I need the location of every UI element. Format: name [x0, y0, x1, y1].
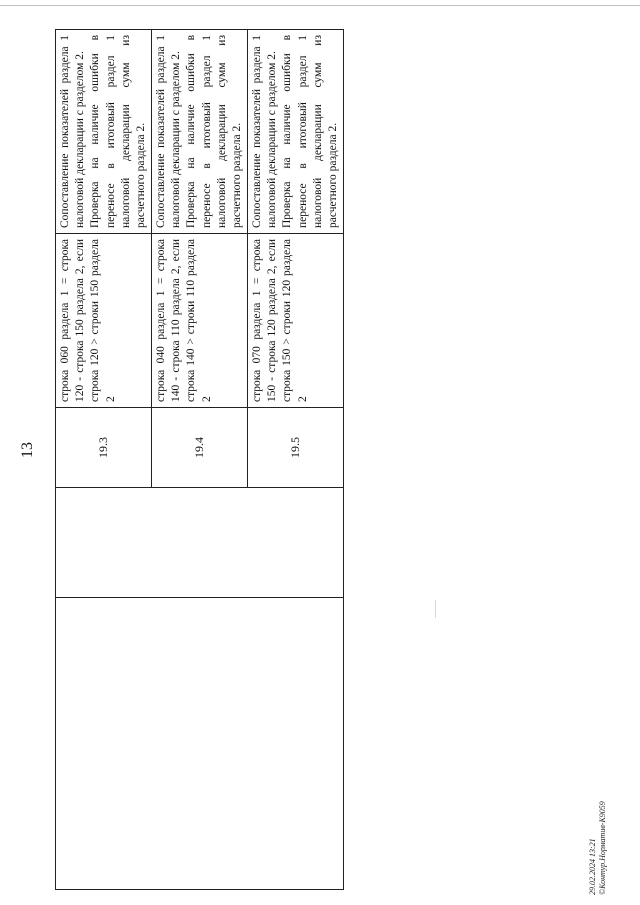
- empty-cell: [248, 488, 344, 598]
- table-row: [152, 30, 248, 890]
- control-line: Сопоставление показателей раздела 1 налоговой декларации с разделом 2.: [59, 35, 87, 228]
- empty-cell: [56, 488, 152, 598]
- table-row: [56, 30, 152, 890]
- control-line: Проверка на наличие ошибки в переносе в итоговый раздел 1 налоговой декларации сумм из расчетного раздела 2.: [281, 35, 339, 228]
- control-line: Сопоставление показателей раздела 1 налоговой декларации с разделом 2.: [155, 35, 183, 228]
- document-stamp: [588, 785, 628, 895]
- row-code: 19.5: [248, 408, 344, 488]
- row-control-description: [56, 30, 152, 234]
- row-control-description: [248, 30, 344, 234]
- control-ratios-table: [55, 29, 344, 890]
- scan-mark: [435, 600, 436, 618]
- stamp-timestamp: 29.02.2024 13:21: [588, 838, 597, 895]
- row-control-description: [152, 30, 248, 234]
- rotated-page-content: [19, 30, 339, 890]
- control-line: Проверка на наличие ошибки в переносе в итоговый раздел 1 налоговой декларации сумм из расчетного раздела 2.: [89, 35, 147, 228]
- row-condition: строка 040 раздела 1 = строка 140 - строка 110 раздела 2, если строка 140 > строки 110 раздела 2: [152, 234, 248, 408]
- empty-cell: [248, 598, 344, 890]
- row-code: 19.4: [152, 408, 248, 488]
- control-line: Сопоставление показателей раздела 1 налоговой декларации с разделом 2.: [251, 35, 279, 228]
- top-edge-rule: [0, 5, 640, 6]
- stamp-source: ©Контур.Норматив-К9059: [598, 801, 607, 895]
- row-condition: строка 060 раздела 1 = строка 120 - строка 150 раздела 2, если строка 120 > строки 150 раздела 2: [56, 234, 152, 408]
- page-number: 13: [19, 442, 36, 458]
- table-row: [248, 30, 344, 890]
- control-line: Проверка на наличие ошибки в переносе в итоговый раздел 1 налоговой декларации сумм из расчетного раздела 2.: [185, 35, 243, 228]
- row-condition: строка 070 раздела 1 = строка 150 - строка 120 раздела 2, если строка 150 > строки 120 раздела 2: [248, 234, 344, 408]
- empty-cell: [152, 598, 248, 890]
- row-code: 19.3: [56, 408, 152, 488]
- empty-cell: [152, 488, 248, 598]
- empty-cell: [56, 598, 152, 890]
